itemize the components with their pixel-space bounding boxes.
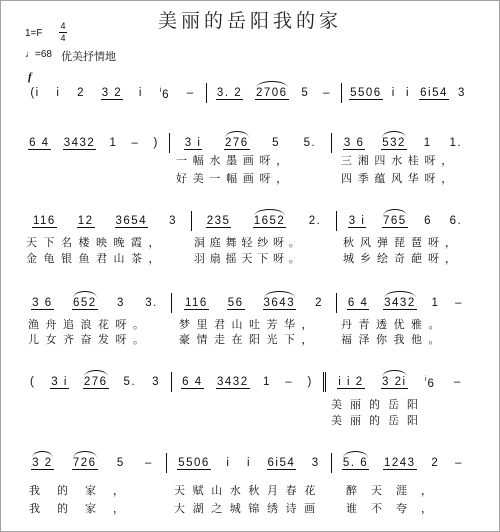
note-pitches: 1 bbox=[262, 376, 271, 388]
tempo-marking: ♩=68 bbox=[25, 49, 52, 60]
measure-notes bbox=[341, 83, 474, 103]
note-group bbox=[454, 297, 464, 309]
lyric-verse-2: 城乡绘奇葩呀， bbox=[343, 252, 462, 265]
note-group bbox=[216, 376, 250, 389]
note-pitches: 652 bbox=[72, 296, 97, 309]
lyric-verse-1: 渔舟追浪花呀。 bbox=[28, 317, 151, 331]
note-group bbox=[216, 87, 243, 100]
note-group bbox=[227, 297, 245, 310]
note-pitches: 1. bbox=[449, 137, 463, 149]
note-group bbox=[423, 215, 433, 227]
note-group bbox=[271, 137, 281, 149]
note-pitches: 3 i bbox=[184, 136, 202, 149]
note-group bbox=[186, 87, 196, 99]
time-signature bbox=[59, 22, 67, 43]
lyric-verse-1: 秋风弹琵琶呀， bbox=[343, 236, 462, 249]
note-group bbox=[449, 215, 464, 227]
time-signature-top: 4 bbox=[60, 21, 66, 31]
note-pitches: 532 bbox=[382, 136, 406, 149]
note-group bbox=[130, 137, 140, 149]
lyric-verse-2: 儿女齐奋发呀。 bbox=[28, 332, 151, 346]
note-group bbox=[337, 376, 364, 389]
note-group bbox=[391, 87, 397, 99]
lyric-verse-1: 梦里君山吐芳华， bbox=[179, 317, 319, 331]
measure bbox=[166, 453, 331, 518]
note-group bbox=[153, 137, 160, 149]
note-group bbox=[424, 374, 436, 390]
note-pitches: 5 bbox=[301, 87, 310, 99]
time-signature-bottom: 4 bbox=[60, 33, 66, 43]
note-pitches: 12 bbox=[77, 214, 94, 227]
note-pitches: 2. bbox=[308, 215, 322, 227]
note-pitches: 3 i bbox=[348, 214, 366, 227]
lyric-verse-2: 美丽的岳阳 bbox=[331, 414, 426, 427]
note-group bbox=[255, 87, 289, 100]
note-group bbox=[431, 297, 441, 309]
measure bbox=[191, 211, 336, 267]
note-pitches: 726 bbox=[72, 456, 97, 469]
measure-notes bbox=[191, 211, 336, 231]
note-pitches: 3 2i bbox=[382, 375, 407, 388]
note-group bbox=[405, 87, 411, 99]
measure-notes bbox=[19, 83, 206, 103]
note-group bbox=[116, 457, 126, 469]
note-group bbox=[206, 215, 232, 228]
note-pitches: i bbox=[138, 87, 143, 99]
score-system bbox=[19, 83, 474, 103]
note-group bbox=[454, 457, 464, 469]
note-group bbox=[349, 87, 383, 100]
measure-notes bbox=[19, 211, 191, 231]
measure bbox=[19, 211, 191, 267]
note-group bbox=[63, 137, 97, 150]
lyric-verse-1: 天赋山水秋月春花 bbox=[174, 484, 323, 497]
note-group bbox=[72, 457, 98, 470]
measure-notes bbox=[19, 133, 169, 153]
measure-notes bbox=[19, 372, 171, 392]
note-group bbox=[31, 297, 54, 310]
note-group bbox=[224, 137, 250, 150]
note-group bbox=[138, 87, 144, 99]
lyric-verse-2: 谁不夸， bbox=[346, 502, 446, 515]
note-group bbox=[55, 87, 61, 99]
lyric-verse-2: 大湖之城锦绣诗画 bbox=[174, 502, 323, 515]
note-group bbox=[225, 457, 231, 469]
note-pitches: 3 i bbox=[51, 375, 68, 388]
note-pitches: i bbox=[405, 87, 411, 99]
note-pitches: 3 bbox=[311, 457, 320, 469]
measure-notes bbox=[336, 211, 474, 231]
note-group bbox=[83, 376, 109, 389]
score-system bbox=[19, 211, 474, 267]
score-system bbox=[19, 133, 474, 188]
measure-notes bbox=[323, 372, 474, 392]
note-group bbox=[262, 376, 272, 388]
measure bbox=[336, 211, 474, 267]
note-pitches: 3. 2 bbox=[216, 86, 243, 99]
note-pitches: 3 bbox=[117, 297, 125, 309]
grace-note: i bbox=[424, 376, 427, 383]
note-pitches: 6i54 bbox=[267, 456, 296, 469]
lyric-verse-2: 好美一幅画呀， bbox=[176, 172, 293, 185]
note-pitches: 3. bbox=[145, 297, 158, 309]
note-pitches: 5. bbox=[123, 376, 137, 388]
note-group bbox=[177, 457, 211, 470]
note-pitches: 1652 bbox=[253, 214, 286, 227]
note-group bbox=[29, 376, 36, 388]
note-group bbox=[184, 297, 209, 310]
note-pitches: 3 6 bbox=[343, 136, 365, 149]
measure bbox=[206, 83, 341, 103]
lyric-verse-1: 丹青透优雅。 bbox=[341, 317, 446, 331]
note-pitches: 5. bbox=[303, 137, 317, 149]
note-group bbox=[300, 87, 310, 99]
note-group bbox=[144, 457, 154, 469]
note-group bbox=[151, 376, 161, 388]
note-pitches: 2 bbox=[77, 87, 86, 99]
note-group bbox=[267, 457, 297, 470]
lyric-verse-2: 我的家， bbox=[29, 502, 141, 515]
measure bbox=[169, 133, 331, 188]
note-pitches: 6 4 bbox=[29, 136, 50, 149]
measure bbox=[19, 133, 169, 188]
note-group bbox=[123, 376, 138, 388]
note-group bbox=[29, 87, 40, 99]
note-pitches: 6 bbox=[427, 378, 436, 390]
note-pitches: 5. 6 bbox=[342, 456, 369, 469]
note-pitches: ( bbox=[29, 376, 36, 388]
measure-notes bbox=[19, 453, 166, 473]
note-pitches: 116 bbox=[184, 296, 208, 309]
note-pitches: 1243 bbox=[383, 456, 416, 469]
note-pitches: 5 bbox=[272, 137, 281, 149]
note-pitches: i bbox=[226, 457, 231, 469]
lyric-verse-2: 金龟银鱼君山茶， bbox=[26, 252, 166, 265]
measure-notes bbox=[336, 293, 474, 313]
song-title: 美丽的岳阳我的家 bbox=[157, 10, 342, 32]
note-pitches: – bbox=[186, 87, 195, 99]
grace-note: i bbox=[159, 87, 162, 94]
note-group bbox=[419, 87, 449, 100]
measure bbox=[19, 453, 166, 518]
note-group bbox=[32, 215, 57, 228]
lyric-verse-1: 我的家， bbox=[29, 484, 141, 497]
note-pitches: 235 bbox=[206, 214, 231, 227]
note-group bbox=[159, 85, 171, 101]
note-pitches: i bbox=[246, 457, 251, 469]
note-pitches: – bbox=[131, 137, 140, 149]
note-pitches: ) bbox=[307, 376, 313, 388]
note-pitches: i bbox=[391, 87, 396, 99]
note-pitches: 3432 bbox=[217, 375, 249, 388]
note-group bbox=[181, 376, 204, 389]
note-group bbox=[306, 376, 313, 388]
note-pitches: – bbox=[144, 457, 153, 469]
note-group bbox=[31, 457, 54, 470]
note-pitches: 3 2 bbox=[32, 456, 53, 469]
measure bbox=[171, 293, 336, 347]
measure bbox=[331, 453, 474, 518]
lyric-verse-2: 四季蕴风华呀， bbox=[341, 172, 458, 185]
note-group bbox=[430, 457, 440, 469]
note-group bbox=[311, 457, 321, 469]
note-pitches: ) bbox=[153, 137, 159, 149]
note-group bbox=[383, 297, 417, 310]
measure bbox=[331, 133, 474, 188]
note-pitches: 3432 bbox=[63, 136, 96, 149]
note-group bbox=[303, 137, 318, 149]
note-group bbox=[382, 215, 408, 228]
note-pitches: 5506 bbox=[178, 456, 210, 469]
note-group bbox=[347, 297, 370, 310]
note-group bbox=[381, 376, 408, 389]
measure-notes bbox=[331, 133, 474, 153]
note-pitches: 6i54 bbox=[420, 86, 448, 99]
note-pitches: 3654 bbox=[115, 214, 148, 227]
note-pitches: – bbox=[285, 376, 294, 388]
note-group bbox=[343, 137, 366, 150]
note-group bbox=[423, 137, 433, 149]
note-pitches: 276 bbox=[224, 136, 249, 149]
measure bbox=[336, 293, 474, 347]
note-group bbox=[116, 297, 126, 309]
note-pitches: 2 bbox=[431, 457, 440, 469]
note-pitches: 2 bbox=[315, 297, 323, 309]
measure-notes bbox=[169, 133, 331, 153]
measure bbox=[19, 293, 171, 347]
note-pitches: 6 4 bbox=[347, 296, 369, 309]
note-pitches: 116 bbox=[32, 214, 56, 227]
lyric-verse-1: 洞庭舞轻纱呀。 bbox=[194, 236, 305, 249]
note-group bbox=[308, 215, 323, 227]
note-pitches: 5506 bbox=[350, 86, 382, 99]
dynamic-marking: f bbox=[28, 71, 32, 83]
note-pitches: – bbox=[323, 87, 332, 99]
note-pitches: 6 bbox=[424, 215, 433, 227]
note-group bbox=[322, 87, 332, 99]
lyric-verse-2: 羽扇摇天下呀。 bbox=[194, 252, 305, 265]
note-group bbox=[348, 215, 367, 228]
note-pitches: i i 2 bbox=[338, 375, 364, 388]
lyric-verse-1: 美丽的岳阳 bbox=[331, 398, 426, 411]
note-pitches: 6 bbox=[162, 89, 171, 101]
measure-notes bbox=[19, 293, 171, 313]
note-pitches: – bbox=[453, 376, 462, 388]
measure bbox=[19, 372, 171, 429]
note-pitches: 3643 bbox=[263, 296, 296, 309]
note-group bbox=[72, 297, 98, 310]
note-pitches: 3 6 bbox=[32, 296, 53, 309]
expression-marking: 优美抒情地 bbox=[61, 50, 116, 63]
note-group bbox=[453, 376, 463, 388]
note-pitches: 6 4 bbox=[182, 375, 203, 388]
measure-notes bbox=[171, 372, 323, 392]
lyric-verse-2: 福泽你我他。 bbox=[341, 332, 446, 346]
note-pitches: 3 bbox=[169, 215, 177, 227]
note-group bbox=[76, 87, 86, 99]
note-group bbox=[246, 457, 252, 469]
note-group bbox=[284, 376, 294, 388]
lyric-verse-1: 醉天涯， bbox=[346, 484, 446, 497]
note-group bbox=[28, 137, 51, 150]
measure bbox=[323, 372, 474, 429]
note-group bbox=[77, 215, 95, 228]
note-pitches: 3 2 bbox=[101, 86, 123, 99]
note-pitches: 1 bbox=[109, 137, 118, 149]
score-system bbox=[19, 453, 474, 518]
note-group bbox=[253, 215, 287, 228]
note-pitches: 3 bbox=[152, 376, 160, 388]
lyric-verse-1: 三湘四水桂呀， bbox=[341, 154, 458, 167]
measure-notes bbox=[166, 453, 331, 473]
measure-notes bbox=[206, 83, 341, 103]
note-group bbox=[50, 376, 69, 389]
lyric-verse-2: 豪情走在阳光下， bbox=[179, 332, 319, 346]
note-pitches: 276 bbox=[83, 375, 108, 388]
note-group bbox=[448, 137, 463, 149]
score-system bbox=[19, 293, 474, 347]
note-group bbox=[144, 297, 159, 309]
note-group bbox=[108, 137, 118, 149]
note-pitches: 2706 bbox=[255, 86, 288, 99]
score-system bbox=[19, 372, 474, 429]
note-pitches: 6. bbox=[449, 215, 463, 227]
measure bbox=[19, 83, 206, 103]
note-group bbox=[115, 215, 149, 228]
lyric-verse-1: 天下名楼映晚霞， bbox=[26, 236, 166, 249]
note-pitches: 1 bbox=[431, 297, 440, 309]
note-pitches: 1 bbox=[423, 137, 432, 149]
note-pitches: i bbox=[56, 87, 61, 99]
note-group bbox=[184, 137, 203, 150]
note-group bbox=[263, 297, 297, 310]
measure bbox=[171, 372, 323, 429]
key-signature: 1=F bbox=[25, 28, 43, 39]
measure-notes bbox=[171, 293, 336, 313]
note-pitches: 5 bbox=[116, 457, 125, 469]
note-group bbox=[457, 87, 467, 99]
note-group bbox=[101, 87, 124, 100]
note-pitches: 56 bbox=[227, 296, 244, 309]
note-group bbox=[314, 297, 324, 309]
lyric-verse-1: 一幅水墨画呀， bbox=[176, 154, 293, 167]
note-pitches: 765 bbox=[382, 214, 407, 227]
note-group bbox=[383, 457, 417, 470]
note-group bbox=[168, 215, 178, 227]
note-pitches: (i bbox=[30, 87, 40, 99]
measure bbox=[341, 83, 474, 103]
note-group bbox=[342, 457, 369, 470]
note-group bbox=[381, 137, 407, 150]
note-pitches: 3 bbox=[458, 87, 466, 99]
note-pitches: 3432 bbox=[384, 296, 416, 309]
note-pitches: – bbox=[455, 297, 464, 309]
note-pitches: – bbox=[455, 457, 464, 469]
measure-notes bbox=[331, 453, 474, 473]
